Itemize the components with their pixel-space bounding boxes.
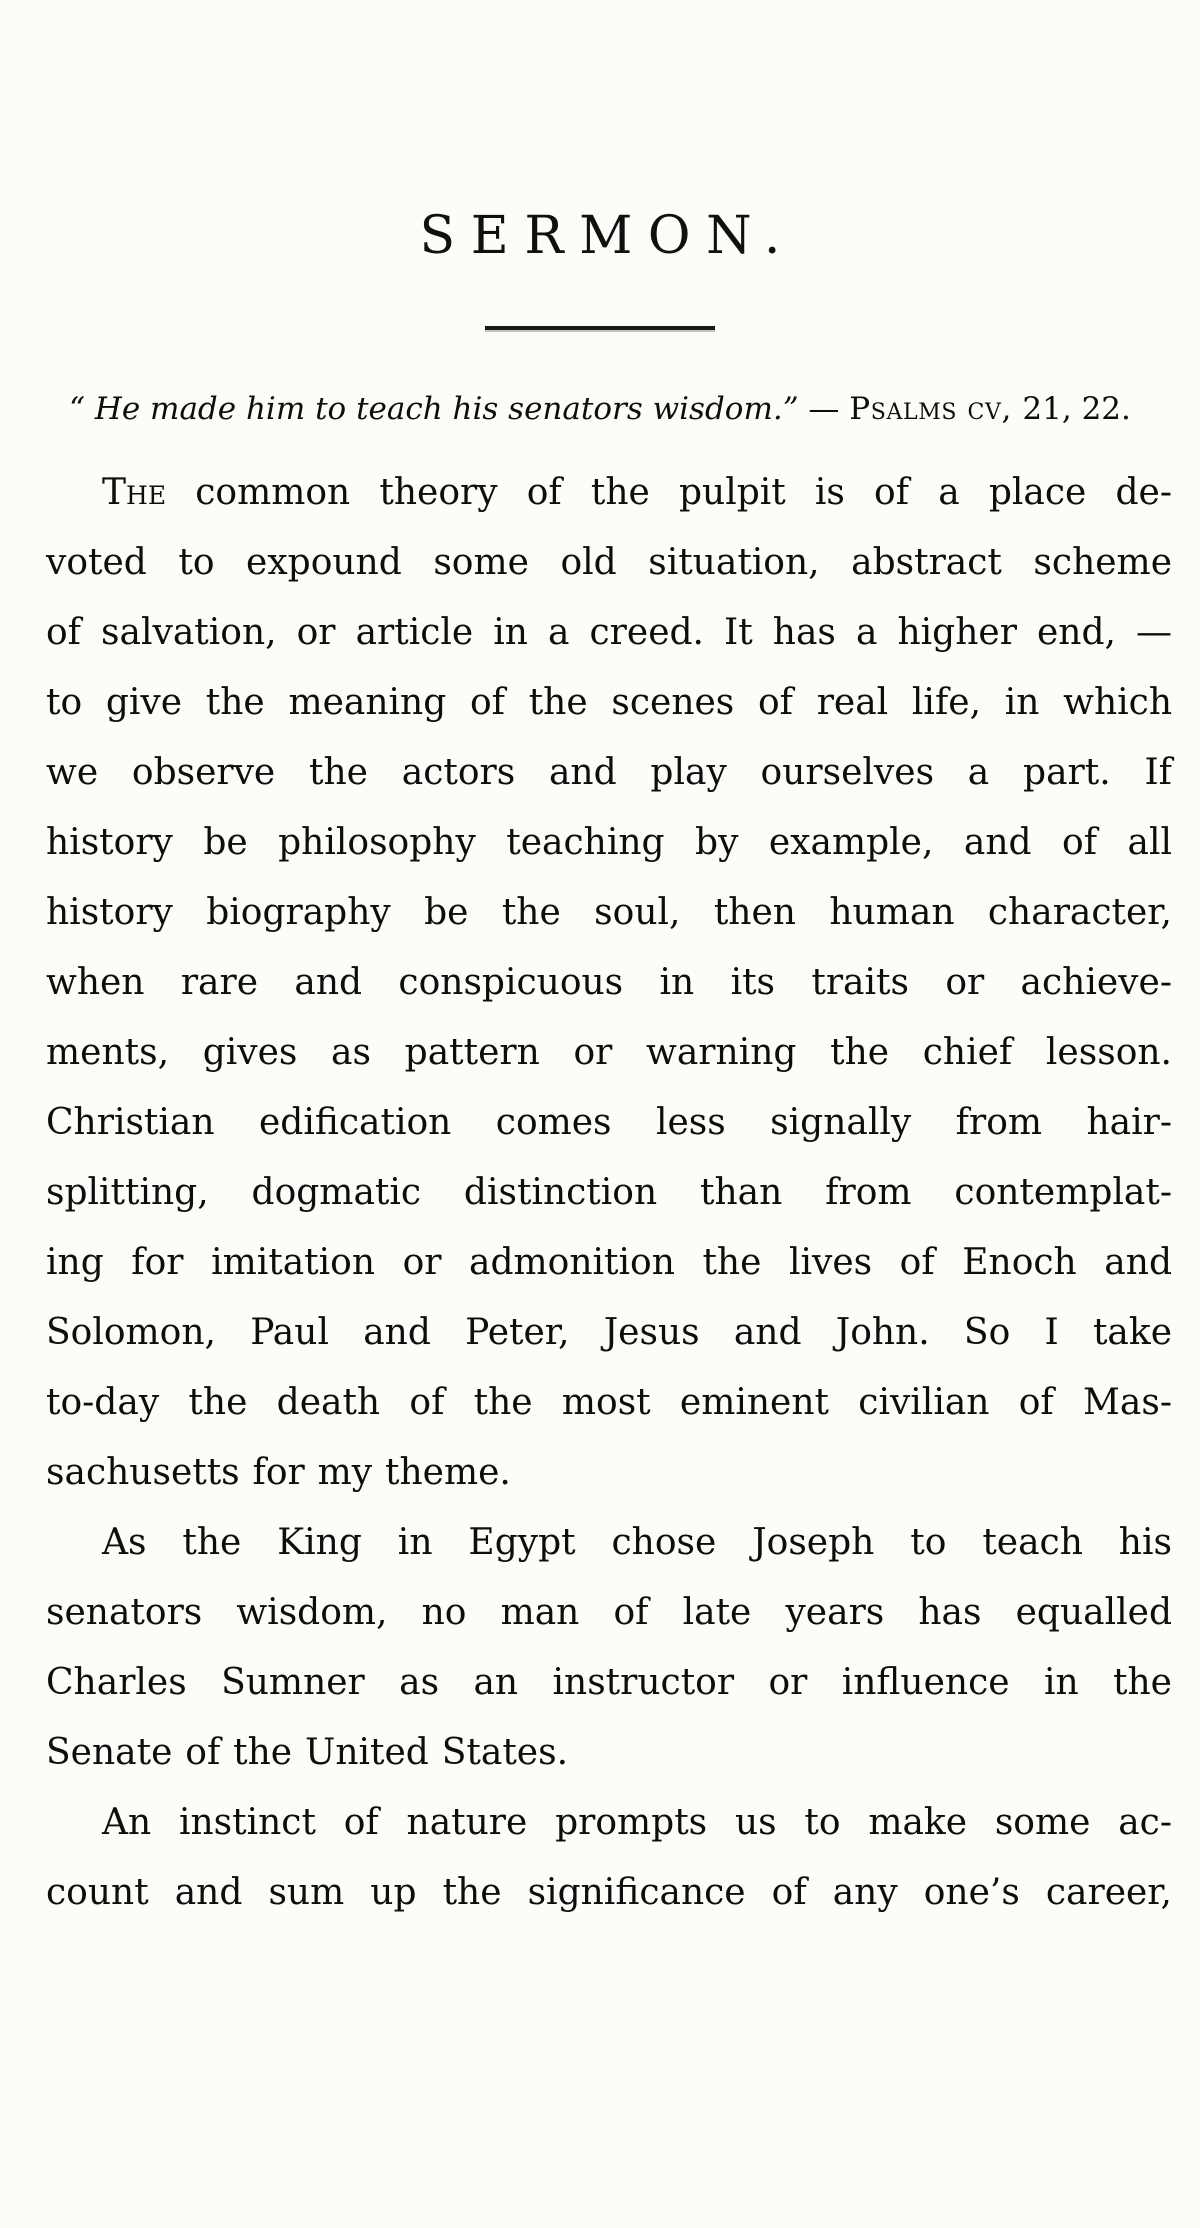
- text-line: history be philosophy teaching by example, and of all: [46, 822, 1172, 863]
- page-title: SERMON.: [419, 206, 797, 266]
- epigraph: [0, 388, 1200, 430]
- text-line: Christian edification comes less signally from hair-: [46, 1102, 1172, 1143]
- text-line: voted to expound some old situation, abstract scheme: [46, 542, 1172, 583]
- text-line: The common theory of the pulpit is of a place de-: [102, 472, 1172, 513]
- text-line: splitting, dogmatic distinction than from contemplat-: [46, 1172, 1172, 1213]
- book-page: [0, 206, 1200, 2228]
- text-line: ments, gives as pattern or warning the chief lesson.: [46, 1032, 1172, 1073]
- small-caps-lead: The: [102, 472, 167, 513]
- epigraph-quote: “ He made him to teach his senators wisdom.”: [69, 391, 799, 427]
- text-line: of salvation, or article in a creed. It has a higher end, —: [46, 612, 1172, 653]
- text-line: An instinct of nature prompts us to make some ac-: [102, 1802, 1172, 1843]
- text-line: ing for imitation or admonition the lives of Enoch and: [46, 1242, 1172, 1283]
- text-line: to give the meaning of the scenes of real life, in which: [46, 682, 1172, 723]
- text-line: senators wisdom, no man of late years has equalled: [46, 1592, 1172, 1633]
- text-line: history biography be the soul, then human character,: [46, 892, 1172, 933]
- text-line: count and sum up the significance of any one’s career,: [46, 1872, 1172, 1913]
- text-line: to-day the death of the most eminent civilian of Mas-: [46, 1382, 1172, 1423]
- epigraph-dash: —: [798, 391, 850, 427]
- title-divider-rule: [485, 326, 715, 330]
- text-line: when rare and conspicuous in its traits or achieve-: [46, 962, 1172, 1003]
- text-line: sachusetts for my theme.: [46, 1452, 511, 1493]
- text-line: Senate of the United States.: [46, 1732, 569, 1773]
- text-line: As the King in Egypt chose Joseph to teach his: [102, 1522, 1172, 1563]
- sermon-body: [46, 458, 1172, 1928]
- text-line: Solomon, Paul and Peter, Jesus and John. So I take: [46, 1312, 1172, 1353]
- epigraph-source: Psalms cv,: [849, 391, 1023, 427]
- text-line: we observe the actors and play ourselves a part. If: [46, 752, 1172, 793]
- text-line: Charles Sumner as an instructor or influence in the: [46, 1662, 1172, 1703]
- epigraph-source-numbers: 21, 22.: [1022, 391, 1131, 427]
